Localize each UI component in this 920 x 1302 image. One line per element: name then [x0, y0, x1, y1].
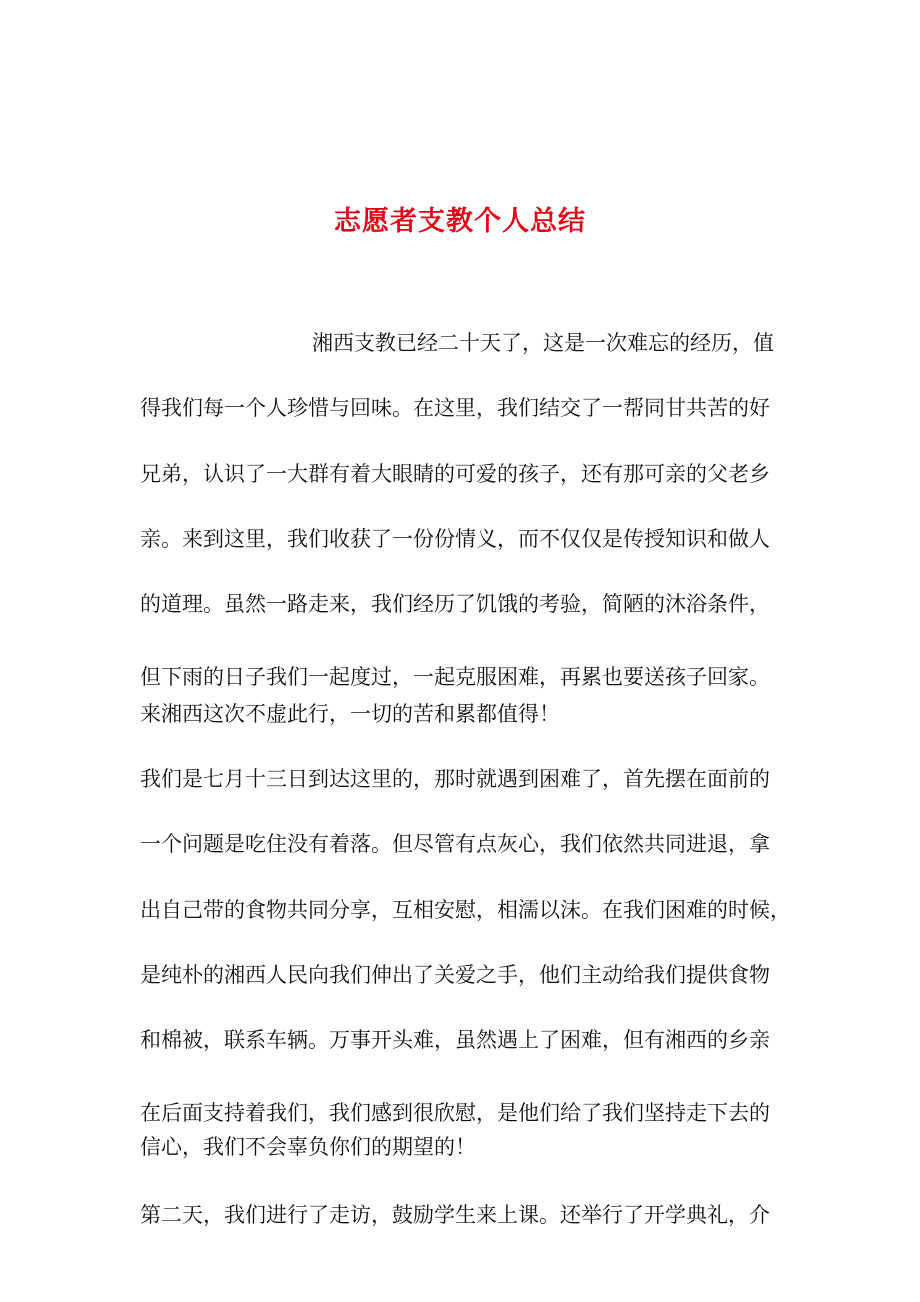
text-line: 湘西支教已经二十天了，这是一次难忘的经历，值	[312, 331, 774, 355]
text-line: 出自己带的食物共同分享，互相安慰，相濡以沫。在我们困难的时候，	[140, 898, 791, 922]
text-line: 在后面支持着我们，我们感到很欣慰，是他们给了我们坚持走下去的	[140, 1101, 770, 1125]
text-line: 来湘西这次不虚此行，一切的苦和累都值得！	[140, 702, 560, 726]
text-line: 一个问题是吃住没有着落。但尽管有点灰心，我们依然共同进退，拿	[140, 832, 770, 856]
document-title: 志愿者支教个人总结	[334, 206, 586, 237]
text-line: 但下雨的日子我们一起度过，一起克服困难，再累也要送孩子回家。	[140, 665, 770, 689]
text-line: 亲。来到这里，我们收获了一份份情义，而不仅仅是传授知识和做人	[140, 527, 770, 551]
text-line: 的道理。虽然一路走来，我们经历了饥饿的考验，简陋的沐浴条件，	[140, 592, 770, 616]
text-line: 是纯朴的湘西人民向我们伸出了关爱之手，他们主动给我们提供食物	[140, 963, 770, 987]
text-line: 得我们每一个人珍惜与回味。在这里，我们结交了一帮同甘共苦的好	[140, 396, 770, 420]
text-line: 兄弟，认识了一大群有着大眼睛的可爱的孩子，还有那可亲的父老乡	[140, 462, 770, 486]
text-line: 我们是七月十三日到达这里的，那时就遇到困难了，首先摆在面前的	[140, 767, 770, 791]
text-line: 和棉被，联系车辆。万事开头难，虽然遇上了困难，但有湘西的乡亲	[140, 1028, 770, 1052]
text-line: 第二天，我们进行了走访，鼓励学生来上课。还举行了开学典礼，介	[140, 1203, 770, 1227]
text-line: 信心，我们不会辜负你们的期望的！	[140, 1135, 476, 1159]
